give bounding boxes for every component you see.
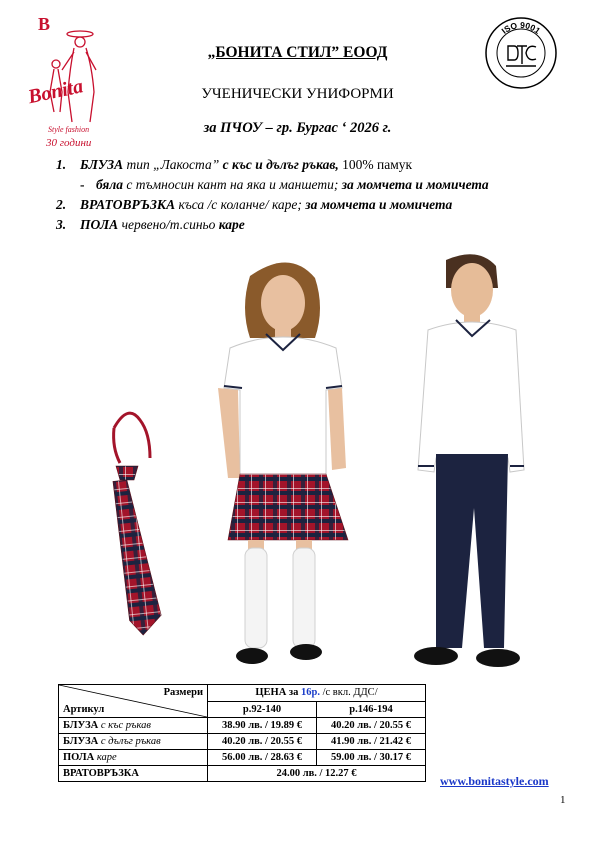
subitem-bold-end: за момчета и момичета: [341, 177, 489, 192]
price-table: [58, 684, 426, 782]
price-header: [208, 685, 426, 702]
corner-cell: [59, 685, 208, 718]
row-label: БЛУЗА с къс ръкав: [59, 718, 208, 734]
item-type: къса /с коланче/ каре;: [175, 197, 306, 212]
size-header: р.146-194: [317, 701, 426, 718]
item-bold: каре: [218, 217, 245, 232]
item-bold: с къс и дълъг ръкав,: [222, 157, 339, 172]
school-line: за ПЧОУ – гр. Бургас ‘ 2026 г.: [203, 120, 392, 136]
boy-image: [414, 254, 524, 667]
subitem-bold-start: бяла: [96, 177, 124, 192]
list-subitem: [56, 175, 576, 195]
iso-text: ISO 9001: [499, 19, 543, 36]
svg-text:ISO 9001: [499, 20, 542, 36]
corner-article-label: Артикул: [63, 704, 105, 715]
list-item: [56, 215, 576, 235]
list-item: [56, 155, 576, 175]
item-type: тип „Лакоста”: [123, 157, 223, 172]
document-subtitle: УЧЕНИЧЕСКИ УНИФОРМИ: [201, 86, 394, 102]
subitem-text: с тъмносин кант на яка и маншети;: [123, 177, 342, 192]
logo-years: 30 години: [46, 137, 92, 149]
price-cell: 24.00 лв. / 12.27 €: [208, 766, 426, 782]
row-label: БЛУЗА с дълъг ръкав: [59, 734, 208, 750]
item-name: ПОЛА: [80, 217, 119, 232]
company-name: „БОНИТА СТИЛ” ЕООД: [207, 44, 388, 61]
logo-letter: B: [38, 14, 51, 34]
item-bold: за момчета и момичета: [305, 197, 453, 212]
page-number: 1: [560, 794, 566, 806]
corner-sizes-label: Размери: [163, 687, 203, 698]
price-cell: 56.00 лв. / 28.63 €: [208, 750, 317, 766]
logo-brand: Bonita: [26, 75, 86, 109]
price-cell: 40.20 лв. / 20.55 €: [317, 718, 426, 734]
row-label: ВРАТОВРЪЗКА: [59, 766, 208, 782]
logo-tagline: Style fashion: [48, 125, 90, 134]
item-rest: 100% памук: [338, 157, 413, 172]
price-prefix: ЦЕНА за: [255, 687, 302, 699]
list-item: [56, 195, 576, 215]
uniform-photo: [100, 248, 540, 678]
table-row: [59, 718, 426, 734]
price-qty: 16р.: [301, 687, 320, 699]
item-number: 2.: [56, 197, 67, 212]
price-cell: 38.90 лв. / 19.89 €: [208, 718, 317, 734]
table-row: [59, 734, 426, 750]
item-type: червено/т.синьо: [118, 217, 219, 232]
item-number: 1.: [56, 157, 67, 172]
price-cell: 59.00 лв. / 30.17 €: [317, 750, 426, 766]
table-row: [59, 750, 426, 766]
price-cell: 40.20 лв. / 20.55 €: [208, 734, 317, 750]
price-suffix: /с вкл. ДДС/: [319, 687, 378, 699]
subitem-dash: -: [80, 177, 85, 192]
tie-image: [113, 413, 163, 636]
website-link[interactable]: www.bonitastyle.com: [440, 774, 549, 788]
table-row: [59, 766, 426, 782]
table-header-row: [59, 685, 426, 702]
price-cell: 41.90 лв. / 21.42 €: [317, 734, 426, 750]
item-number: 3.: [56, 217, 67, 232]
size-header: р.92-140: [208, 701, 317, 718]
row-label: ПОЛА каре: [59, 750, 208, 766]
item-list: [56, 155, 576, 235]
item-name: ВРАТОВРЪЗКА: [80, 197, 176, 212]
item-name: БЛУЗА: [80, 157, 124, 172]
girl-image: [218, 262, 348, 664]
